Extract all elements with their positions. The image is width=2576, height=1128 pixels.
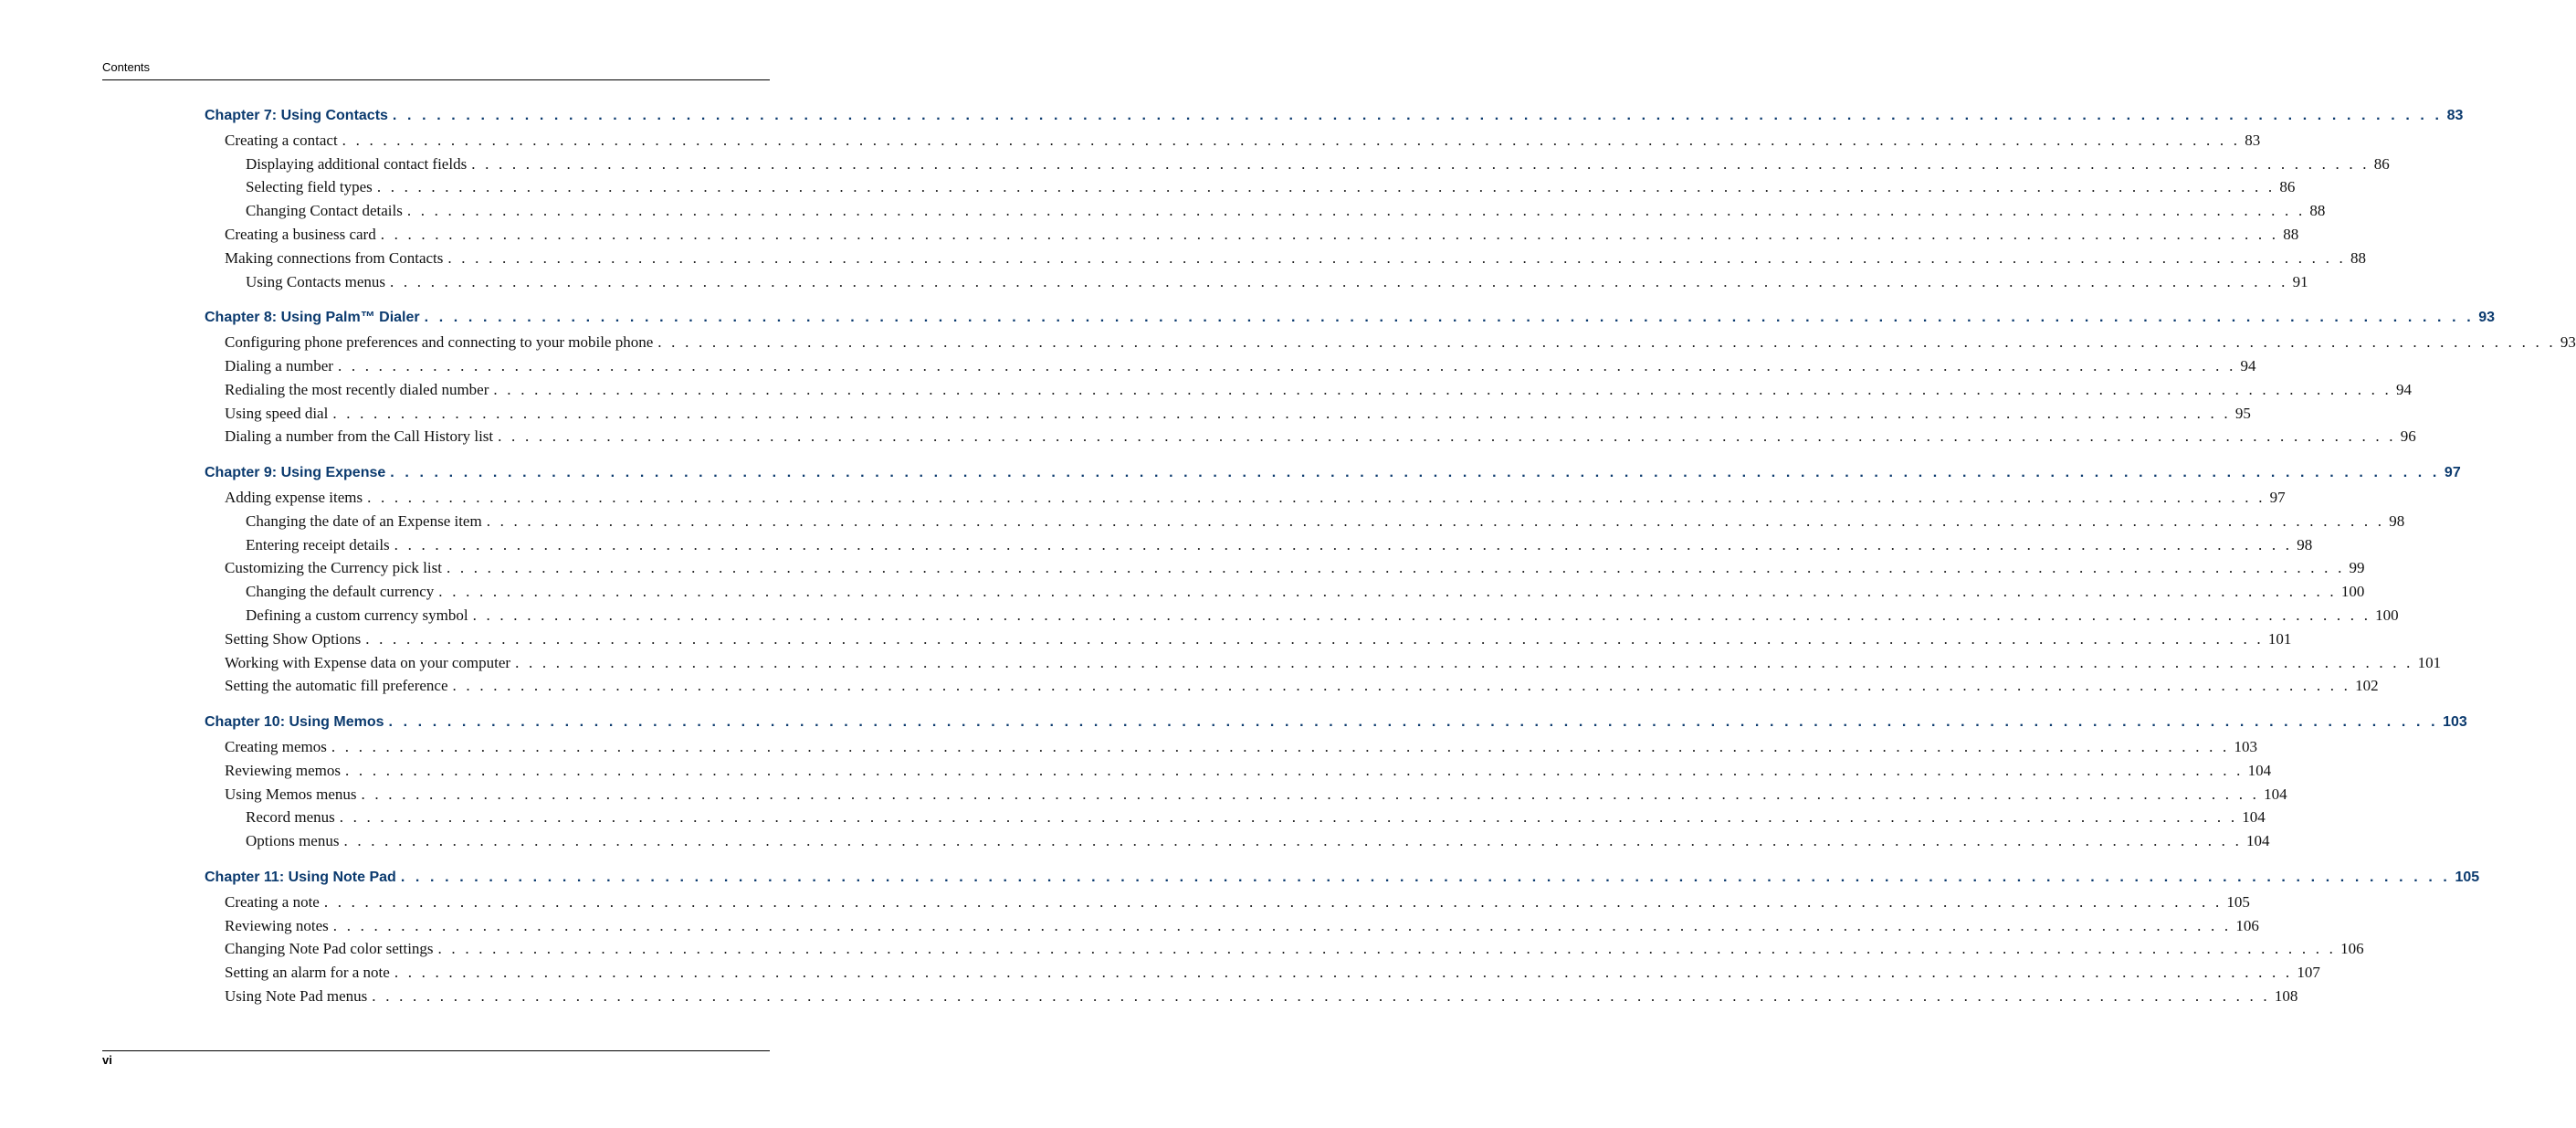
toc-page-number: 103 (2234, 737, 2257, 755)
toc-entry[interactable] (205, 427, 2416, 451)
toc-page-number: 88 (2350, 248, 2366, 267)
dot-leader: . . . . . . . . . . . . . . . . . . . . . . . . . . . . . . . . . . . . . . . . . . . . . . . . . . . . . . . . . . . . . . . . . . . . . . . . . . . . . . . . . . . . . . . . . . . . . . . . . . . . . . . . . . . . . . . . . . . . . . . . . . . . . . . . . . . . . . . . . . . . (380, 225, 2279, 243)
toc-entry-title: Options menus (246, 832, 340, 850)
toc-entry[interactable] (205, 154, 2390, 179)
toc-entry-title: Dialing a number from the Call History list (225, 427, 494, 446)
dot-leader: . . . . . . . . . . . . . . . . . . . . . . . . . . . . . . . . . . . . . . . . . . . . . . . . . . . . . . . . . . . . . . . . . . . . . . . . . . . . . . . . . . . . . . . . . . . . . . . . . . . . . . . . . . . . . . . . . . . . . . . . . . . . . . . . . . . . . . . . . . . . (388, 714, 2439, 731)
dot-leader: . . . . . . . . . . . . . . . . . . . . . . . . . . . . . . . . . . . . . . . . . . . . . . . . . . . . . . . . . . . . . . . . . . . . . . . . . . . . . . . . . . . . . . . . . . . . . . . . . . . . . . . . . . . . . . . . . . . . . . . . . . . . . . . . . . . . . . . . . . . . (446, 559, 2345, 577)
dot-leader: . . . . . . . . . . . . . . . . . . . . . . . . . . . . . . . . . . . . . . . . . . . . . . . . . . . . . . . . . . . . . . . . . . . . . . . . . . . . . . . . . . . . . . . . . . . . . . . . . . . . . . . . . . . . . . . . . . . . . . . . . . . . . . . . . . . . . . . . . . . . (332, 404, 2231, 422)
dot-leader: . . . . . . . . . . . . . . . . . . . . . . . . . . . . . . . . . . . . . . . . . . . . . . . . . . . . . . . . . . . . . . . . . . . . . . . . . . . . . . . . . . . . . . . . . . . . . . . . . . . . . . . . . . . . . . . . . . . . . . . . . . . . . . . . . . . . . . . . . . . . (406, 202, 2306, 220)
toc-entry[interactable] (205, 677, 2379, 701)
toc-page-number: 104 (2247, 761, 2272, 779)
toc-entry-title: Entering receipt details (246, 535, 390, 553)
toc-entry[interactable] (205, 535, 2313, 560)
toc-entry-title: Customizing the Currency pick list (225, 559, 442, 577)
toc-entry-title: Working with Expense data on your computer (225, 653, 511, 671)
toc-entry-title: Reviewing notes (225, 916, 329, 934)
toc-entry-title: Changing Note Pad color settings (225, 940, 434, 958)
toc-chapter-heading[interactable] (205, 310, 2496, 333)
dot-leader: . . . . . . . . . . . . . . . . . . . . . . . . . . . . . . . . . . . . . . . . . . . . . . . . . . . . . . . . . . . . . . . . . . . . . . . . . . . . . . . . . . . . . . . . . . . . . . . . . . . . . . . . . . . . . . . . . . . . . . . . . . . . . . . . . . . . . . . . . . . . (452, 677, 2351, 695)
toc-page-number: 108 (2274, 986, 2298, 1005)
toc-page-number: 96 (2400, 427, 2416, 446)
toc-entry-title: Using Contacts menus (246, 272, 385, 290)
dot-leader: . . . . . . . . . . . . . . . . . . . . . . . . . . . . . . . . . . . . . . . . . . . . . . . . . . . . . . . . . . . . . . . . . . . . . . . . . . . . . . . . . . . . . . . . . . . . . . . . . . . . . . . . . . . . . . . . . . . . . . . . . . . . . . . . . . . . . . . . . . . . (437, 940, 2337, 958)
toc-entry[interactable] (205, 333, 2576, 357)
dot-leader: . . . . . . . . . . . . . . . . . . . . . . . . . . . . . . . . . . . . . . . . . . . . . . . . . . . . . . . . . . . . . . . . . . . . . . . . . . . . . . . . . . . . . . . . . . . . . . . . . . . . . . . . . . . . . . . . . . . . . . . . . . . . . . . . . . . . . . . . . . . . (657, 333, 2556, 352)
toc-entry[interactable] (205, 356, 2256, 381)
toc-page-number: 98 (2389, 511, 2405, 530)
toc-page-number: 101 (2417, 653, 2442, 671)
toc-entry-title: Using Note Pad menus (225, 986, 368, 1005)
toc-entry-title: Chapter 10: Using Memos (205, 714, 384, 731)
toc-entry[interactable] (205, 380, 2412, 405)
dot-leader: . . . . . . . . . . . . . . . . . . . . . . . . . . . . . . . . . . . . . . . . . . . . . . . . . . . . . . . . . . . . . . . . . . . . . . . . . . . . . . . . . . . . . . . . . . . . . . . . . . . . . . . . . . . . . . . . . . . . . . . . . . . . . . . . . . . . . . . . . . . . (390, 465, 2440, 481)
dot-leader: . . . . . . . . . . . . . . . . . . . . . . . . . . . . . . . . . . . . . . . . . . . . . . . . . . . . . . . . . . . . . . . . . . . . . . . . . . . . . . . . . . . . . . . . . . . . . . . . . . . . . . . . . . . . . . . . . . . . . . . . . . . . . . . . . . . . . . . . . . . . (392, 108, 2443, 123)
toc-entry[interactable] (205, 404, 2251, 428)
dot-leader: . . . . . . . . . . . . . . . . . . . . . . . . . . . . . . . . . . . . . . . . . . . . . . . . . . . . . . . . . . . . . . . . . . . . . . . . . . . . . . . . . . . . . . . . . . . . . . . . . . . . . . . . . . . . . . . . . . . . . . . . . . . . . . . . . . . . . . . . . . . . (390, 272, 2288, 290)
toc-page-number: 104 (2242, 808, 2266, 827)
dot-leader: . . . . . . . . . . . . . . . . . . . . . . . . . . . . . . . . . . . . . . . . . . . . . . . . . . . . . . . . . . . . . . . . . . . . . . . . . . . . . . . . . . . . . . . . . . . . . . . . . . . . . . . . . . . . . . . . . . . . . . . . . . . . . . . . . . . . . . . . . . . . (331, 737, 2230, 755)
toc-entry[interactable] (205, 248, 2366, 273)
toc-entry-title: Record menus (246, 808, 335, 827)
dot-leader: . . . . . . . . . . . . . . . . . . . . . . . . . . . . . . . . . . . . . . . . . . . . . . . . . . . . . . . . . . . . . . . . . . . . . . . . . . . . . . . . . . . . . . . . . . . . . . . . . . . . . . . . . . . . . . . . . . . . . . . . . . . . . . . . . . . . . . . . . . . . (498, 427, 2396, 446)
toc-entry-title: Setting Show Options (225, 629, 362, 648)
toc-entry-title: Reviewing memos (225, 761, 342, 779)
dot-leader: . . . . . . . . . . . . . . . . . . . . . . . . . . . . . . . . . . . . . . . . . . . . . . . . . . . . . . . . . . . . . . . . . . . . . . . . . . . . . . . . . . . . . . . . . . . . . . . . . . . . . . . . . . . . . . . . . . . . . . . . . . . . . . . . . . . . . . . . . . . . (367, 488, 2266, 506)
dot-leader: . . . . . . . . . . . . . . . . . . . . . . . . . . . . . . . . . . . . . . . . . . . . . . . . . . . . . . . . . . . . . . . . . . . . . . . . . . . . . . . . . . . . . . . . . . . . . . . . . . . . . . . . . . . . . . . . . . . . . . . . . . . . . . . . . . . . . . . . . . . . (361, 785, 2260, 803)
toc-entry-title: Configuring phone preferences and connecting to your mobile phone (225, 333, 654, 352)
footer-rule (102, 1050, 770, 1051)
toc-entry[interactable] (205, 511, 2405, 536)
running-header: Contents (102, 60, 151, 74)
toc-page-number: 105 (2226, 892, 2250, 911)
dot-leader: . . . . . . . . . . . . . . . . . . . . . . . . . . . . . . . . . . . . . . . . . . . . . . . . . . . . . . . . . . . . . . . . . . . . . . . . . . . . . . . . . . . . . . . . . . . . . . . . . . . . . . . . . . . . . . . . . . . . . . . . . . . . . . . . . . . . . . . . . . . . (376, 178, 2276, 196)
toc-page-number: 83 (2446, 108, 2464, 123)
dot-leader: . . . . . . . . . . . . . . . . . . . . . . . . . . . . . . . . . . . . . . . . . . . . . . . . . . . . . . . . . . . . . . . . . . . . . . . . . . . . . . . . . . . . . . . . . . . . . . . . . . . . . . . . . . . . . . . . . . . . . . . . . . . . . . . . . . . . . . . . . . . . (447, 248, 2346, 267)
toc-entry-title: Making connections from Contacts (225, 248, 444, 267)
dot-leader: . . . . . . . . . . . . . . . . . . . . . . . . . . . . . . . . . . . . . . . . . . . . . . . . . . . . . . . . . . . . . . . . . . . . . . . . . . . . . . . . . . . . . . . . . . . . . . . . . . . . . . . . . . . . . . . . . . . . . . . . . . . . . . . . . . . . . . . . . . . . (493, 380, 2392, 398)
toc-entry-title: Redialing the most recently dialed number (225, 380, 489, 398)
toc-entry-title: Creating memos (225, 737, 327, 755)
toc-chapter-block (205, 108, 2464, 296)
toc-entry-title: Changing the default currency (246, 583, 435, 601)
toc-entry-title: Chapter 11: Using Note Pad (205, 869, 396, 885)
toc-entry-title: Creating a note (225, 892, 320, 911)
toc-chapter-block (205, 869, 2480, 1011)
toc-entry-title: Dialing a number (225, 356, 333, 374)
toc-page-number: 106 (2340, 940, 2364, 958)
toc-entry-title: Defining a custom currency symbol (246, 606, 468, 624)
dot-leader: . . . . . . . . . . . . . . . . . . . . . . . . . . . . . . . . . . . . . . . . . . . . . . . . . . . . . . . . . . . . . . . . . . . . . . . . . . . . . . . . . . . . . . . . . . . . . . . . . . . . . . . . . . . . . . . . . . . . . . . . . . . . . . . . . . . . . . . . . . . . (343, 832, 2243, 850)
toc-entry[interactable] (205, 178, 2296, 202)
dot-leader: . . . . . . . . . . . . . . . . . . . . . . . . . . . . . . . . . . . . . . . . . . . . . . . . . . . . . . . . . . . . . . . . . . . . . . . . . . . . . . . . . . . . . . . . . . . . . . . . . . . . . . . . . . . . . . . . . . . . . . . . . . . . . . . . . . . . . . . . . . . . (471, 154, 2370, 173)
toc-page-number: 106 (2235, 916, 2259, 934)
toc-entry-title: Adding expense items (225, 488, 363, 506)
toc-entry[interactable] (205, 940, 2364, 964)
toc-entry-title: Creating a business card (225, 225, 376, 243)
toc-entry-title: Chapter 7: Using Contacts (205, 108, 388, 123)
toc-page-number: 104 (2264, 785, 2287, 803)
dot-leader: . . . . . . . . . . . . . . . . . . . . . . . . . . . . . . . . . . . . . . . . . . . . . . . . . . . . . . . . . . . . . . . . . . . . . . . . . . . . . . . . . . . . . . . . . . . . . . . . . . . . . . . . . . . . . . . . . . . . . . . . . . . . . . . . . . . . . . . . . . . . (486, 511, 2385, 530)
toc-page-number: 100 (2375, 606, 2399, 624)
toc-page-number: 98 (2297, 535, 2313, 553)
dot-leader: . . . . . . . . . . . . . . . . . . . . . . . . . . . . . . . . . . . . . . . . . . . . . . . . . . . . . . . . . . . . . . . . . . . . . . . . . . . . . . . . . . . . . . . . . . . . . . . . . . . . . . . . . . . . . . . . . . . . . . . . . . . . . . . . . . . . . . . . . . . . (342, 131, 2241, 149)
toc-entry[interactable] (205, 916, 2259, 941)
toc-page-number: 101 (2267, 629, 2292, 648)
toc-entry-title: Creating a contact (225, 131, 338, 149)
toc-entry[interactable] (205, 131, 2261, 155)
toc-entry-title: Setting an alarm for a note (225, 964, 390, 982)
dot-leader: . . . . . . . . . . . . . . . . . . . . . . . . . . . . . . . . . . . . . . . . . . . . . . . . . . . . . . . . . . . . . . . . . . . . . . . . . . . . . . . . . . . . . . . . . . . . . . . . . . . . . . . . . . . . . . . . . . . . . . . . . . . . . . . . . . . . . . . . . . . . (345, 761, 2244, 779)
dot-leader: . . . . . . . . . . . . . . . . . . . . . . . . . . . . . . . . . . . . . . . . . . . . . . . . . . . . . . . . . . . . . . . . . . . . . . . . . . . . . . . . . . . . . . . . . . . . . . . . . . . . . . . . . . . . . . . . . . . . . . . . . . . . . . . . . . . . . . . . . . . . (394, 964, 2293, 982)
toc-page-number: 83 (2245, 131, 2261, 149)
table-of-contents (205, 108, 2576, 1025)
toc-page-number: 94 (2240, 356, 2256, 374)
toc-entry[interactable] (205, 761, 2272, 785)
toc-page-number: 103 (2443, 714, 2467, 731)
dot-leader: . . . . . . . . . . . . . . . . . . . . . . . . . . . . . . . . . . . . . . . . . . . . . . . . . . . . . . . . . . . . . . . . . . . . . . . . . . . . . . . . . . . . . . . . . . . . . . . . . . . . . . . . . . . . . . . . . . . . . . . . . . . . . . . . . . . . . . . . . . . . (515, 653, 2413, 671)
toc-entry[interactable] (205, 559, 2365, 583)
toc-page-number: 86 (2373, 154, 2390, 173)
toc-page-number: 88 (2309, 202, 2326, 220)
toc-chapter-block (205, 714, 2467, 856)
toc-entry[interactable] (205, 653, 2442, 678)
dot-leader: . . . . . . . . . . . . . . . . . . . . . . . . . . . . . . . . . . . . . . . . . . . . . . . . . . . . . . . . . . . . . . . . . . . . . . . . . . . . . . . . . . . . . . . . . . . . . . . . . . . . . . . . . . . . . . . . . . . . . . . . . . . . . . . . . . . . . . . . . . . . (332, 916, 2232, 934)
toc-entry[interactable] (205, 583, 2365, 606)
toc-chapter-block (205, 310, 2576, 451)
toc-entry[interactable] (205, 202, 2326, 226)
toc-entry-title: Changing the date of an Expense item (246, 511, 482, 530)
toc-entry-title: Chapter 9: Using Expense (205, 465, 386, 481)
dot-leader: . . . . . . . . . . . . . . . . . . . . . . . . . . . . . . . . . . . . . . . . . . . . . . . . . . . . . . . . . . . . . . . . . . . . . . . . . . . . . . . . . . . . . . . . . . . . . . . . . . . . . . . . . . . . . . . . . . . . . . . . . . . . . . . . . . . . . . . . . . . . (323, 892, 2223, 911)
toc-page-number: 88 (2283, 225, 2299, 243)
header-rule (102, 79, 770, 80)
toc-entry-title: Changing Contact details (246, 202, 403, 220)
toc-chapter-heading[interactable] (205, 465, 2461, 489)
toc-entry[interactable] (205, 629, 2292, 654)
toc-entry[interactable] (205, 785, 2287, 809)
dot-leader: . . . . . . . . . . . . . . . . . . . . . . . . . . . . . . . . . . . . . . . . . . . . . . . . . . . . . . . . . . . . . . . . . . . . . . . . . . . . . . . . . . . . . . . . . . . . . . . . . . . . . . . . . . . . . . . . . . . . . . . . . . . . . . . . . . . . . . . . . . . . (337, 356, 2236, 374)
dot-leader: . . . . . . . . . . . . . . . . . . . . . . . . . . . . . . . . . . . . . . . . . . . . . . . . . . . . . . . . . . . . . . . . . . . . . . . . . . . . . . . . . . . . . . . . . . . . . . . . . . . . . . . . . . . . . . . . . . . . . . . . . . . . . . . . . . . . . . . . . . . . (472, 606, 2371, 624)
page-number: vi (102, 1053, 112, 1067)
toc-page-number: 95 (2234, 404, 2251, 422)
toc-page-number: 107 (2297, 964, 2320, 982)
toc-page-number: 97 (2269, 488, 2286, 506)
dot-leader: . . . . . . . . . . . . . . . . . . . . . . . . . . . . . . . . . . . . . . . . . . . . . . . . . . . . . . . . . . . . . . . . . . . . . . . . . . . . . . . . . . . . . . . . . . . . . . . . . . . . . . . . . . . . . . . . . . . . . . . . . . . . . . . . . . . . . . . . . . . . (400, 869, 2451, 885)
toc-chapter-heading[interactable] (205, 108, 2464, 132)
toc-page-number: 100 (2340, 583, 2365, 601)
toc-entry[interactable] (205, 986, 2298, 1011)
toc-entry[interactable] (205, 225, 2299, 249)
toc-entry[interactable] (205, 606, 2399, 630)
toc-chapter-heading[interactable] (205, 869, 2480, 893)
toc-entry-title: Using Memos menus (225, 785, 357, 803)
toc-page-number: 104 (2246, 832, 2270, 850)
toc-entry-title: Chapter 8: Using Palm™ Dialer (205, 310, 420, 326)
toc-entry[interactable] (205, 488, 2286, 512)
toc-entry[interactable] (205, 832, 2270, 856)
toc-entry[interactable] (205, 964, 2320, 987)
dot-leader: . . . . . . . . . . . . . . . . . . . . . . . . . . . . . . . . . . . . . . . . . . . . . . . . . . . . . . . . . . . . . . . . . . . . . . . . . . . . . . . . . . . . . . . . . . . . . . . . . . . . . . . . . . . . . . . . . . . . . . . . . . . . . . . . . . . . . . . . . . . . (365, 629, 2264, 648)
toc-page-number: 93 (2478, 310, 2496, 326)
toc-entry-title: Setting the automatic fill preference (225, 677, 448, 695)
toc-page-number: 99 (2349, 559, 2365, 577)
toc-entry-title: Using speed dial (225, 404, 329, 422)
toc-entry[interactable] (205, 808, 2266, 832)
toc-entry[interactable] (205, 737, 2257, 762)
toc-page-number: 97 (2444, 465, 2461, 481)
toc-entry[interactable] (205, 272, 2308, 297)
toc-page-number: 94 (2395, 380, 2412, 398)
toc-page-number: 93 (2560, 333, 2576, 352)
toc-entry[interactable] (205, 892, 2250, 917)
dot-leader: . . . . . . . . . . . . . . . . . . . . . . . . . . . . . . . . . . . . . . . . . . . . . . . . . . . . . . . . . . . . . . . . . . . . . . . . . . . . . . . . . . . . . . . . . . . . . . . . . . . . . . . . . . . . . . . . . . . . . . . . . . . . . . . . . . . . . . . . . . . . (438, 583, 2337, 601)
toc-page-number: 86 (2279, 178, 2296, 196)
toc-page-number: 105 (2455, 869, 2480, 885)
dot-leader: . . . . . . . . . . . . . . . . . . . . . . . . . . . . . . . . . . . . . . . . . . . . . . . . . . . . . . . . . . . . . . . . . . . . . . . . . . . . . . . . . . . . . . . . . . . . . . . . . . . . . . . . . . . . . . . . . . . . . . . . . . . . . . . . . . . . . . . . . . . . (424, 310, 2475, 326)
toc-page-number: 91 (2292, 272, 2308, 290)
dot-leader: . . . . . . . . . . . . . . . . . . . . . . . . . . . . . . . . . . . . . . . . . . . . . . . . . . . . . . . . . . . . . . . . . . . . . . . . . . . . . . . . . . . . . . . . . . . . . . . . . . . . . . . . . . . . . . . . . . . . . . . . . . . . . . . . . . . . . . . . . . . . (394, 535, 2293, 553)
dot-leader: . . . . . . . . . . . . . . . . . . . . . . . . . . . . . . . . . . . . . . . . . . . . . . . . . . . . . . . . . . . . . . . . . . . . . . . . . . . . . . . . . . . . . . . . . . . . . . . . . . . . . . . . . . . . . . . . . . . . . . . . . . . . . . . . . . . . . . . . . . . . (339, 808, 2238, 827)
toc-chapter-heading[interactable] (205, 714, 2467, 738)
toc-page-number: 102 (2355, 677, 2379, 695)
dot-leader: . . . . . . . . . . . . . . . . . . . . . . . . . . . . . . . . . . . . . . . . . . . . . . . . . . . . . . . . . . . . . . . . . . . . . . . . . . . . . . . . . . . . . . . . . . . . . . . . . . . . . . . . . . . . . . . . . . . . . . . . . . . . . . . . . . . . . . . . . . . . (372, 986, 2270, 1005)
toc-entry-title: Displaying additional contact fields (246, 154, 468, 173)
toc-chapter-block (205, 465, 2461, 701)
toc-entry-title: Selecting field types (246, 178, 373, 196)
